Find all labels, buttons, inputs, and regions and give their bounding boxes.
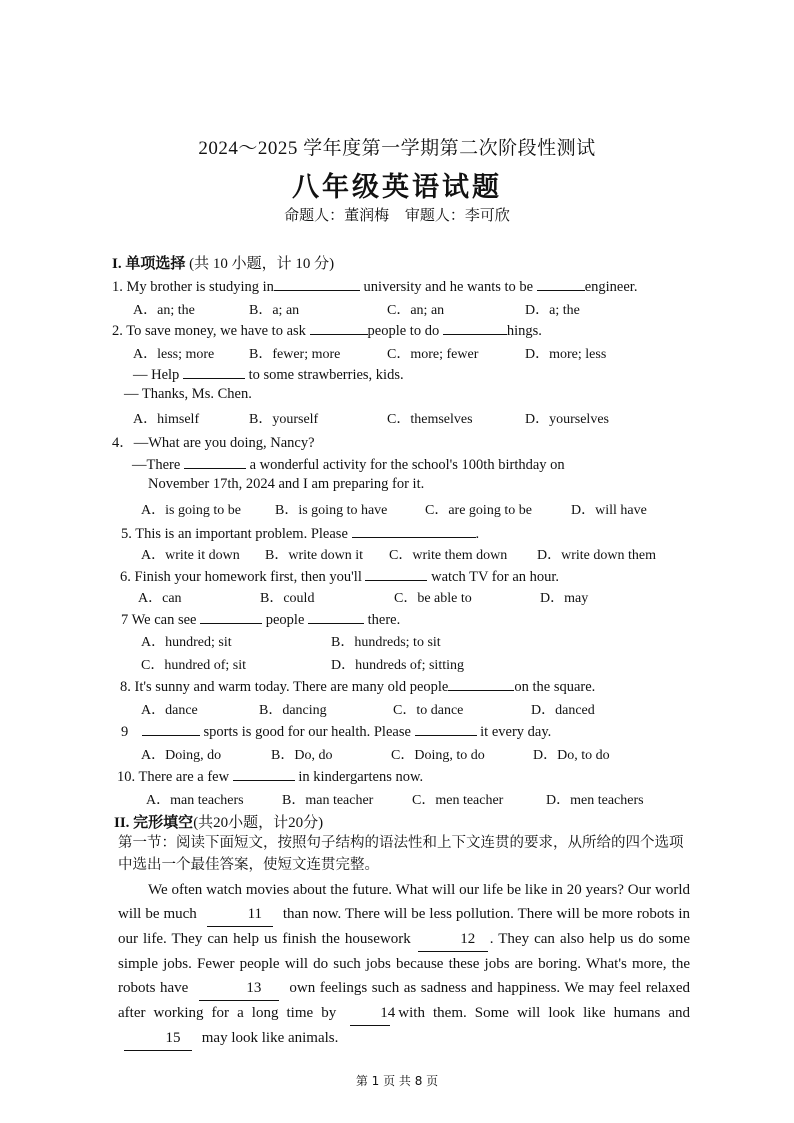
blank-11: 11 [207,902,273,927]
q6-options: A．can B．could C．be able to D．may [138,591,589,606]
q9-options: A．Doing, do B．Do, do C．Doing, to do D．Do, to do [141,748,610,763]
blank-13: 13 [199,976,279,1001]
q7-options-row1: A．hundred; sit B．hundreds; to sit [141,635,441,650]
section1-heading: I. 单项选择 (共 10 小题，计 10 分) [112,256,335,272]
question-4: 4．—What are you doing, Nancy? [112,435,315,451]
blank-15: 15 [124,1026,192,1051]
question-3: — Help to some strawberries, kids. [133,364,404,384]
reviewer: 审题人：李可欣 [404,208,510,224]
exam-subtitle: 八年级英语试题 [292,172,502,202]
exam-title: 2024～2025 学年度第一学期第二次阶段性测试 [198,138,596,159]
q1-options: A．an; the B．a; an C．an; an D．a; the [133,303,580,318]
question-4-line3: November 17th, 2024 and I am preparing for it. [148,476,425,492]
question-7: 7 We can see people there. [121,609,400,629]
blank-14: 14 [350,1001,390,1026]
q2-options: A．less; more B．fewer; more C．more; fewer D．more; less [133,347,607,362]
question-4-line2: —There a wonderful activity for the school's 100th birthday on [132,454,565,474]
question-9: 9 sports is good for our health. Please it every day. [121,721,551,741]
question-8: 8. It's sunny and warm today. There are many old people on the square. [120,676,595,696]
q10-options: A．man teachers B．man teacher C．men teacher D．men teachers [146,793,644,808]
q5-options: A．write it down B．write down it C．write them down D．write down them [141,548,656,563]
q7-options-row2: C．hundred of; sit D．hundreds of; sitting [141,658,464,673]
question-6: 6. Finish your homework first, then you'll watch TV for an hour. [120,566,559,586]
blank-12: 12 [418,927,488,952]
q4-options: A．is going to be B．is going to have C．are going to be D．will have [141,503,647,518]
page-footer: 第 1 页 共 8 页 [355,1074,439,1088]
cloze-passage: We often watch movies about the future. What will our life be like in 20 years? Our world will be much 11 than now. There will be less pollution. There will be more robots in our life. They can help us finish the housework 12 . They can also help us do some simple jobs. Fewer people will do such jobs because these jobs are boring. What's more, the robots have 13 own feelings such as sadness and happiness. We may feel relaxed after working for a long time by 14 with them. Some will look like humans and 15 may look like animals. [118,878,690,1051]
question-10: 10. There are a few in kindergartens now. [117,766,423,786]
setter: 命题人：董润梅 [284,208,390,224]
question-3-reply: — Thanks, Ms. Chen. [124,386,252,402]
q3-options: A．himself B．yourself C．themselves D．yourselves [133,412,609,427]
q8-options: A．dance B．dancing C．to dance D．danced [141,703,595,718]
section2-heading: II. 完形填空(共20小题，计20分) [114,815,324,831]
exam-authors [0,204,794,225]
question-5: 5. This is an important problem. Please . [121,523,479,543]
section2-instruction: 第一节：阅读下面短文，按照句子结构的语法性和上下文连贯的要求，从所给的四个选项中选出一个最佳答案，使短文连贯完整。 [118,835,684,873]
question-2: 2. To save money, we have to ask people to do hings. [112,320,542,340]
question-1: 1. My brother is studying in university and he wants to be engineer. [112,276,637,296]
